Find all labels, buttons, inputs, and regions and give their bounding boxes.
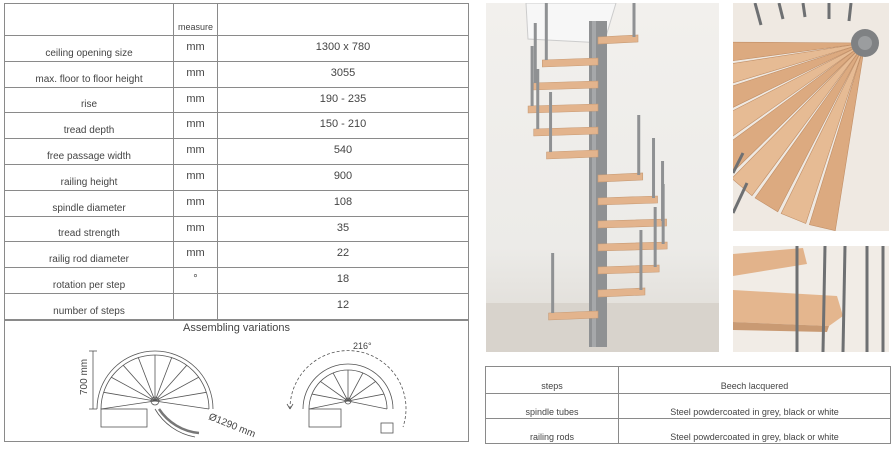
diameter-label: Ø1290 mm [206, 411, 257, 441]
spec-label: free passage width [47, 150, 131, 162]
spec-header-row [5, 4, 468, 36]
material-row [486, 418, 890, 444]
spec-unit: mm [186, 92, 205, 105]
material-row [486, 393, 890, 419]
assembly-diagram [65, 337, 425, 441]
spec-unit: mm [186, 195, 205, 208]
spec-row [5, 268, 468, 294]
spec-value: 1300 x 780 [315, 41, 371, 53]
spec-unit: mm [186, 144, 205, 157]
spec-value: 3055 [330, 66, 356, 79]
spec-unit: mm [186, 170, 205, 182]
measure-header: measure [177, 22, 213, 32]
spec-value: 35 [336, 221, 350, 234]
assembling-title: Assembling variations [183, 322, 290, 334]
material-part: railing rods [529, 432, 575, 442]
spec-row [5, 113, 468, 139]
angle-label: 216° [353, 341, 372, 351]
spec-label: rise [80, 99, 98, 111]
spec-label: railig rod diameter [48, 254, 130, 266]
spec-label: tread depth [63, 125, 115, 137]
spec-unit: mm [186, 66, 205, 79]
spec-label: ceiling opening size [45, 47, 133, 59]
spec-row [5, 242, 468, 268]
spec-value: 900 [333, 170, 353, 182]
material-value: Steel powdercoated in grey, black or white [670, 406, 839, 417]
spec-value: 22 [336, 247, 350, 260]
height-label: 700 mm [79, 358, 90, 395]
spec-row [5, 88, 468, 114]
spec-row [5, 165, 468, 191]
spec-label: rotation per step [52, 279, 126, 291]
material-part: spindle tubes [525, 406, 579, 417]
spec-value: 108 [333, 195, 353, 208]
spec-unit: ° [193, 273, 198, 286]
spec-label: spindle diameter [52, 202, 126, 214]
spec-unit: mm [186, 41, 205, 53]
material-row [486, 367, 890, 393]
spec-row [5, 217, 468, 243]
variation-full-circle [89, 351, 213, 437]
spec-value: 540 [333, 144, 353, 157]
spec-value: 150 - 210 [319, 118, 367, 131]
spec-value: 12 [336, 299, 350, 311]
spec-value: 190 - 235 [319, 92, 367, 105]
spec-row [5, 36, 468, 62]
spec-row [5, 139, 468, 165]
spec-row [5, 62, 468, 88]
spec-unit: mm [186, 118, 205, 131]
variation-partial [287, 351, 406, 433]
spec-row [5, 294, 468, 320]
materials-table [485, 366, 891, 444]
spec-unit: mm [186, 247, 205, 260]
material-value: Steel powdercoated in grey, black or white [670, 432, 839, 442]
spec-label: max. floor to floor height [35, 73, 143, 85]
spec-row [5, 191, 468, 217]
spec-label: number of steps [53, 305, 125, 317]
spec-label: railing height [60, 176, 118, 188]
spec-table [4, 3, 469, 442]
material-value: Beech lacquered [720, 381, 789, 391]
material-part: steps [541, 381, 563, 391]
spec-value: 18 [336, 273, 350, 286]
spec-unit: mm [186, 221, 205, 234]
tread-closeup-photo [733, 246, 889, 352]
staircase-photo [486, 3, 719, 352]
spec-label: tread strength [58, 228, 120, 240]
treads-detail-photo [733, 3, 889, 231]
